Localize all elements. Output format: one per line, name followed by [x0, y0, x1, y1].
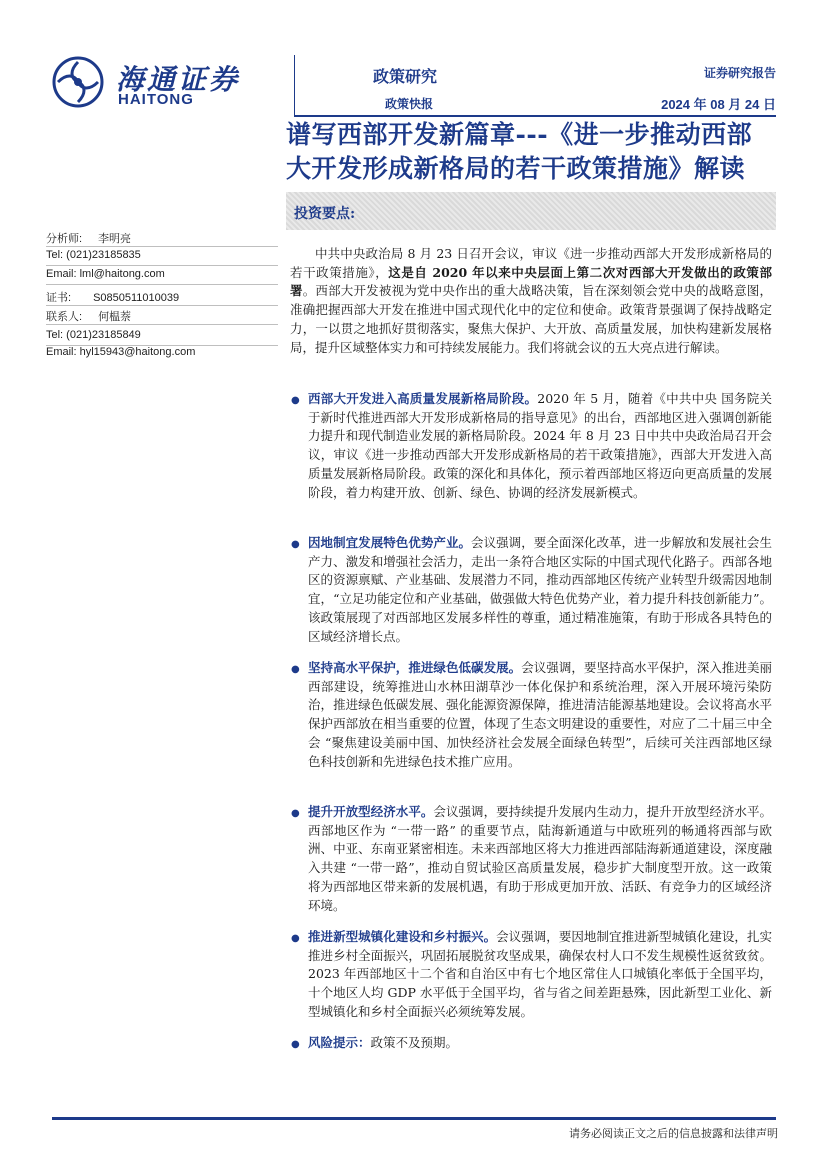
- footer-disclaimer: 请务必阅读正文之后的信息披露和法律声明: [569, 1127, 778, 1140]
- logo-english-name: HAITONG: [118, 91, 194, 108]
- report-type: 政策研究: [373, 67, 438, 86]
- footer-rule: [52, 1117, 776, 1120]
- analyst-role: 分析师: 李明亮: [46, 233, 132, 245]
- sidebar-divider: [46, 305, 278, 306]
- sidebar-divider: [46, 265, 278, 266]
- header-rule: [294, 115, 776, 117]
- contact-email[interactable]: Email: hyl15943@haitong.com: [46, 346, 196, 358]
- analyst-cert: 证书: S0850511010039: [46, 292, 180, 304]
- report-category: 证券研究报告: [703, 66, 776, 80]
- report-date: 2024 年 08 月 24 日: [661, 97, 776, 112]
- risk-warning: 风险提示：政策不及预期。: [308, 1035, 459, 1050]
- contact-tel: Tel: (021)23185849: [46, 329, 141, 341]
- analyst-email[interactable]: Email: lml@haitong.com: [46, 268, 165, 280]
- list-item: 提升开放型经济水平。会议强调，要持续提升发展内生动力，提升开放型经济水平。西部地区作为 “一带一路” 的重要节点，陆海新通道与中欧班列的畅通将西部与欧洲、中亚、东南亚紧密相连。未来西部地区将大力推进西部陆海新通道建设，深度融入共建 “一带一路”，推动自贸试验区高质量发展，稳步扩大制度型开放。这一政策将为西部地区带来新的发展机遇，有助于形成更加开放、活跃、有竞争力的区域经济环境。: [308, 804, 772, 913]
- contact-role: 联系人: 何榅萘: [46, 311, 132, 323]
- report-subtype: 政策快报: [385, 97, 434, 111]
- title-line-2: 大开发形成新格局的若干政策措施》解读: [286, 154, 746, 183]
- list-item: 因地制宜发展特色优势产业。会议强调，要全面深化改革，进一步解放和发展社会生产力、激发和增强社会活力，走出一条符合地区实际的中国式现代化路子。西部各地区的资源禀赋、产业基础、发展潜力不同，推动西部地区传统产业转型升级需因地制宜，“立足功能定位和产业基础，做强做大特色优势产业，着力提升科技创新能力”。该政策展现了对西部地区发展多样性的尊重，通过精准施策，有助于形成各具特色的区域经济增长点。: [308, 535, 772, 644]
- header-divider: [294, 55, 295, 117]
- analyst-tel: Tel: (021)23185835: [46, 249, 141, 261]
- bullet-icon: ●: [291, 808, 300, 819]
- list-item: 西部大开发进入高质量发展新格局阶段。2020 年 5 月，随着《中共中央 国务院关于新时代推进西部大开发形成新格局的指导意见》的出台，西部地区进入强调创新能力提升和现代制造业发展的新格局阶段。2024 年 8 月 23 日中共中央政治局召开会议，审议《进一步推动西部大开发形成新格局的若干政策措施》，西部大开发进入高质量发展新格局阶段。政策的深化和具体化，预示着西部地区将迈向更高质量的发展阶段，着力构建开放、创新、绿色、协调的经济发展新模式。: [308, 391, 772, 500]
- list-item: 坚持高水平保护，推进绿色低碳发展。会议强调，要坚持高水平保护，深入推进美丽西部建设，统筹推进山水林田湖草沙一体化保护和系统治理，深入开展环境污染防治，推进绿色低碳发展、强化能源资源保障，推进清洁能源基地建设。会议将高水平保护西部放在相当重要的位置，体现了生态文明建设的重要性，对应了二十届三中全会 “聚焦建设美丽中国、加快经济社会发展全面绿色转型”，后续可关注西部地区绿色科技创新和先进绿色技术推广应用。: [308, 660, 772, 769]
- sidebar-divider: [46, 324, 278, 325]
- bullet-icon: ●: [291, 539, 300, 550]
- title-line-1: 谱写西部开发新篇章---《进一步推动西部: [286, 120, 753, 149]
- sidebar-divider: [46, 246, 278, 247]
- page-title: [286, 118, 786, 186]
- intro-emphasis: 这是自 2020 年以来中央层面上第二次对西部大开发做出的政策部署: [290, 264, 772, 299]
- key-points-bar: [286, 192, 776, 230]
- logo-chinese-name: 海通证券: [116, 63, 241, 96]
- key-points-label: 投资要点:: [294, 206, 356, 222]
- list-item: 推进新型城镇化建设和乡村振兴。会议强调，要因地制宜推进新型城镇化建设，扎实推进乡村全面振兴，巩固拓展脱贫攻坚成果，确保农村人口不发生规模性返贫致贫。2023 年西部地区十二个省和自治区中有七个地区常住人口城镇化率低于全国平均，十个地区人均 GDP 水平低于全国平均，省与省之间差距悬殊，因此新型工业化、新型城镇化和乡村全面振兴必须统筹发展。: [308, 929, 772, 1019]
- analyst-name: 李明亮: [98, 233, 132, 245]
- bullet-icon: ●: [291, 933, 300, 944]
- intro-paragraph: 中共中央政治局 8 月 23 日召开会议，审议《进一步推动西部大开发形成新格局的若干政策措施》，这是自 2020 年以来中央层面上第二次对西部大开发做出的政策部署。西部大开发被视为党中央作出的重大战略决策，旨在深刻领会党中央的战略意图，准确把握西部大开发在推进中国式现代化中的定位和使命。政策背景强调了保持战略定力，一以贯之地抓好贯彻落实，聚焦大保护、大开放、高质量发展，加快构建新发展格局，提升区域整体实力和可持续发展能力。我们将就会议的五大亮点进行解读。: [290, 246, 772, 355]
- bullet-icon: ●: [291, 1039, 300, 1050]
- sidebar-divider: [46, 284, 278, 285]
- bullet-icon: ●: [291, 395, 300, 406]
- contact-name: 何榅萘: [98, 311, 132, 323]
- bullet-icon: ●: [291, 664, 300, 675]
- haitong-logo-icon: [52, 56, 104, 108]
